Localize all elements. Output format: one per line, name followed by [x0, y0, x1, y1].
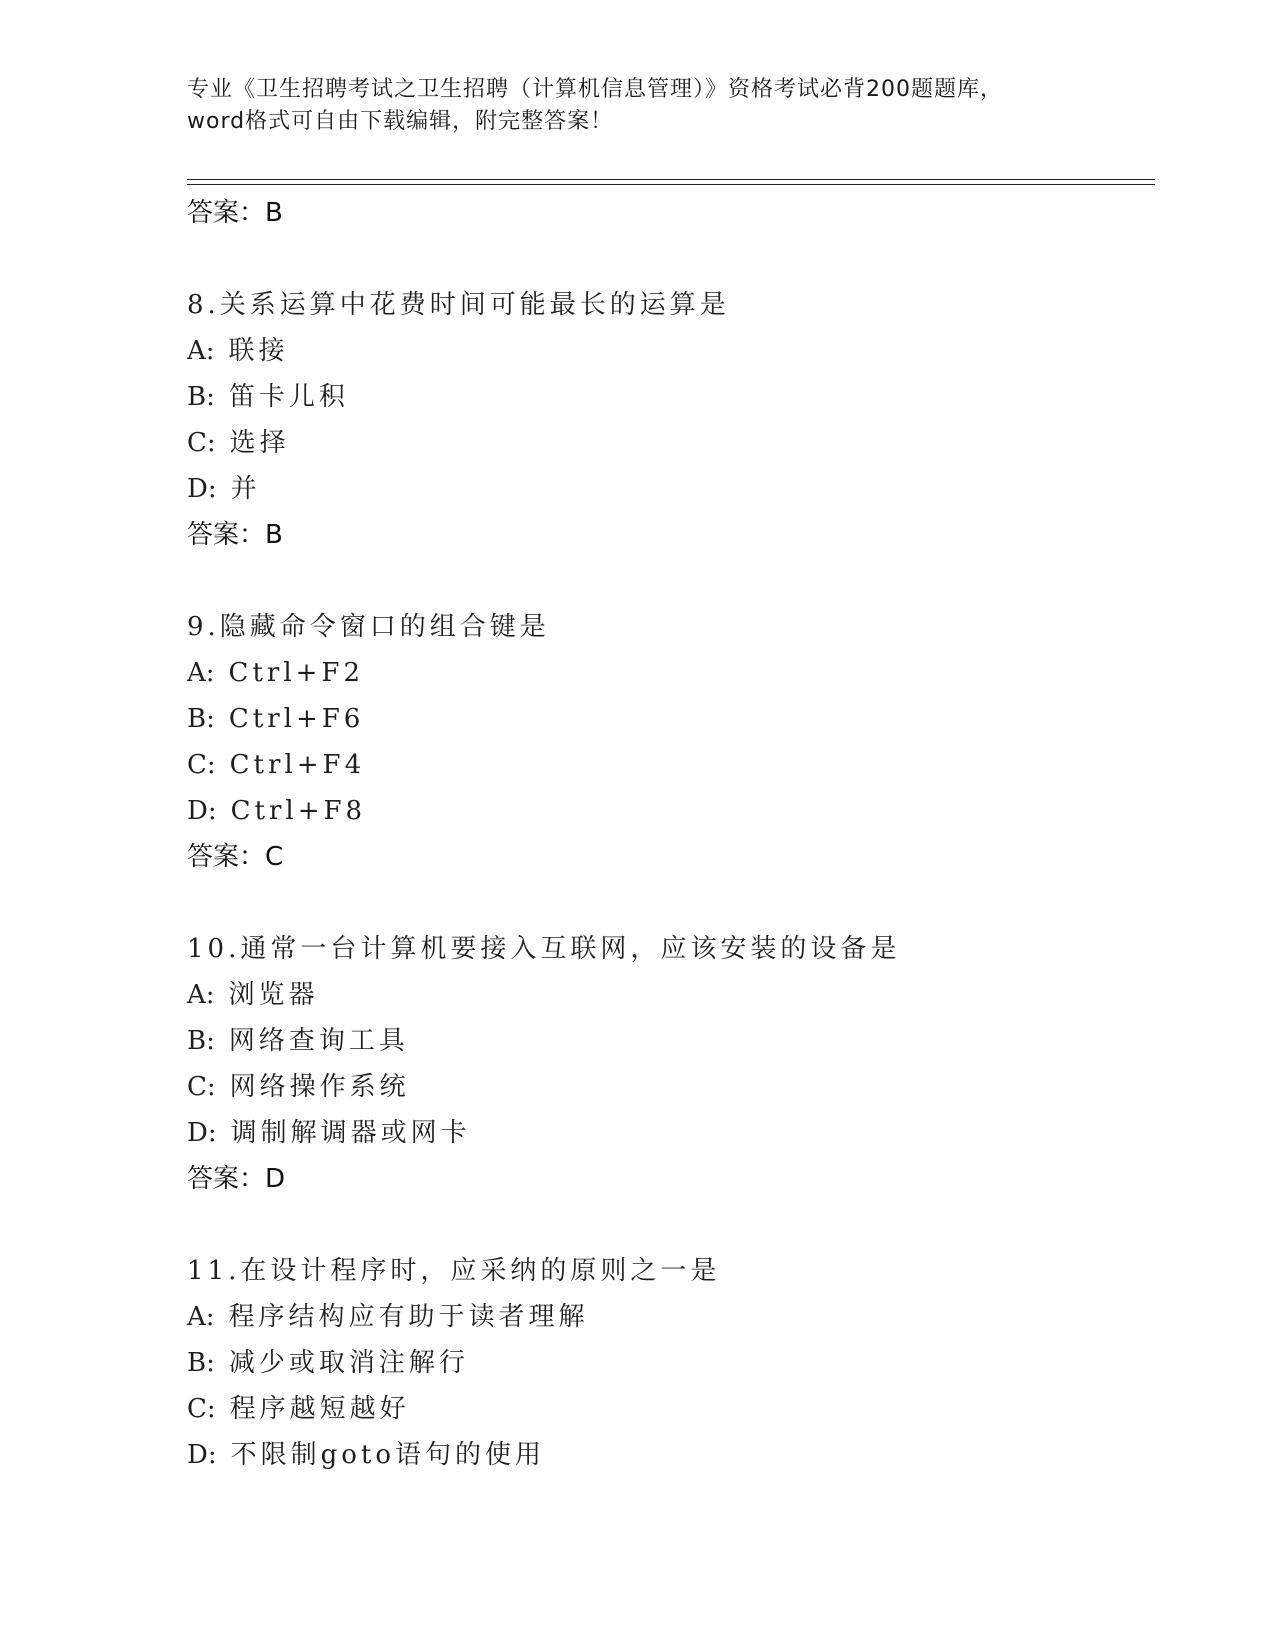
option-letter: C:	[187, 1072, 216, 1102]
question-option	[187, 650, 1147, 696]
question-option	[187, 1340, 1147, 1386]
question-option	[187, 420, 1147, 466]
option-letter: D:	[187, 1440, 217, 1470]
previous-answer: 答案：B	[187, 198, 283, 228]
header-line-2: word格式可自由下载编辑，附完整答案！	[187, 109, 614, 134]
option-letter: D:	[187, 796, 217, 826]
document-header	[187, 74, 1087, 138]
option-letter: C:	[187, 428, 216, 458]
question-title: 11.在设计程序时，应采纳的原则之一是	[187, 1256, 721, 1286]
question-answer: 答案：C	[187, 842, 284, 872]
question-answer: 答案：B	[187, 520, 283, 550]
header-line-1: 专业《卫生招聘考试之卫生招聘（计算机信息管理）》资格考试必背200题题库，	[187, 77, 1003, 102]
question-option	[187, 374, 1147, 420]
question-block	[187, 604, 1147, 880]
option-text: Ctrl+F4	[229, 750, 366, 780]
option-text: 不限制goto语句的使用	[230, 1440, 546, 1470]
option-text: 程序越短越好	[229, 1394, 410, 1424]
option-letter: A:	[187, 336, 215, 366]
option-letter: D:	[187, 474, 217, 504]
option-letter: C:	[187, 1394, 216, 1424]
option-text: 减少或取消注解行	[228, 1348, 469, 1378]
option-letter: D:	[187, 1118, 217, 1148]
question-option	[187, 1110, 1147, 1156]
option-text: 网络操作系统	[229, 1072, 410, 1102]
question-title: 10.通常一台计算机要接入互联网，应该安装的设备是	[187, 934, 901, 964]
question-option	[187, 1432, 1147, 1478]
option-letter: A:	[187, 658, 215, 688]
question-option	[187, 742, 1147, 788]
questions-container	[187, 282, 1147, 1478]
question-option	[187, 1386, 1147, 1432]
question-option	[187, 972, 1147, 1018]
option-letter: A:	[187, 980, 215, 1010]
option-letter: A:	[187, 1302, 215, 1332]
question-option	[187, 1294, 1147, 1340]
option-text: 程序结构应有助于读者理解	[228, 1302, 589, 1332]
option-letter: B:	[187, 1026, 215, 1056]
question-answer: 答案：D	[187, 1164, 286, 1194]
question-block	[187, 1248, 1147, 1478]
question-option	[187, 1018, 1147, 1064]
option-text: 网络查询工具	[228, 1026, 409, 1056]
header-divider-top	[187, 179, 1155, 180]
question-block	[187, 282, 1147, 558]
option-text: 调制解调器或网卡	[230, 1118, 471, 1148]
header-divider-bottom	[187, 184, 1155, 185]
option-text: 选择	[229, 428, 290, 458]
option-text: 笛卡儿积	[228, 382, 349, 412]
question-block	[187, 926, 1147, 1202]
question-title: 9.隐藏命令窗口的组合键是	[187, 612, 550, 642]
question-option	[187, 328, 1147, 374]
option-text: 联接	[228, 336, 289, 366]
option-letter: C:	[187, 750, 216, 780]
option-text: 并	[230, 474, 261, 504]
question-option	[187, 466, 1147, 512]
question-option	[187, 696, 1147, 742]
question-option	[187, 1064, 1147, 1110]
question-title: 8.关系运算中花费时间可能最长的运算是	[187, 290, 730, 320]
option-letter: B:	[187, 1348, 215, 1378]
option-letter: B:	[187, 704, 215, 734]
option-text: Ctrl+F6	[228, 704, 365, 734]
question-option	[187, 788, 1147, 834]
option-text: Ctrl+F2	[228, 658, 364, 688]
option-text: Ctrl+F8	[230, 796, 367, 826]
question-list	[187, 190, 1147, 1478]
option-text: 浏览器	[228, 980, 319, 1010]
option-letter: B:	[187, 382, 215, 412]
